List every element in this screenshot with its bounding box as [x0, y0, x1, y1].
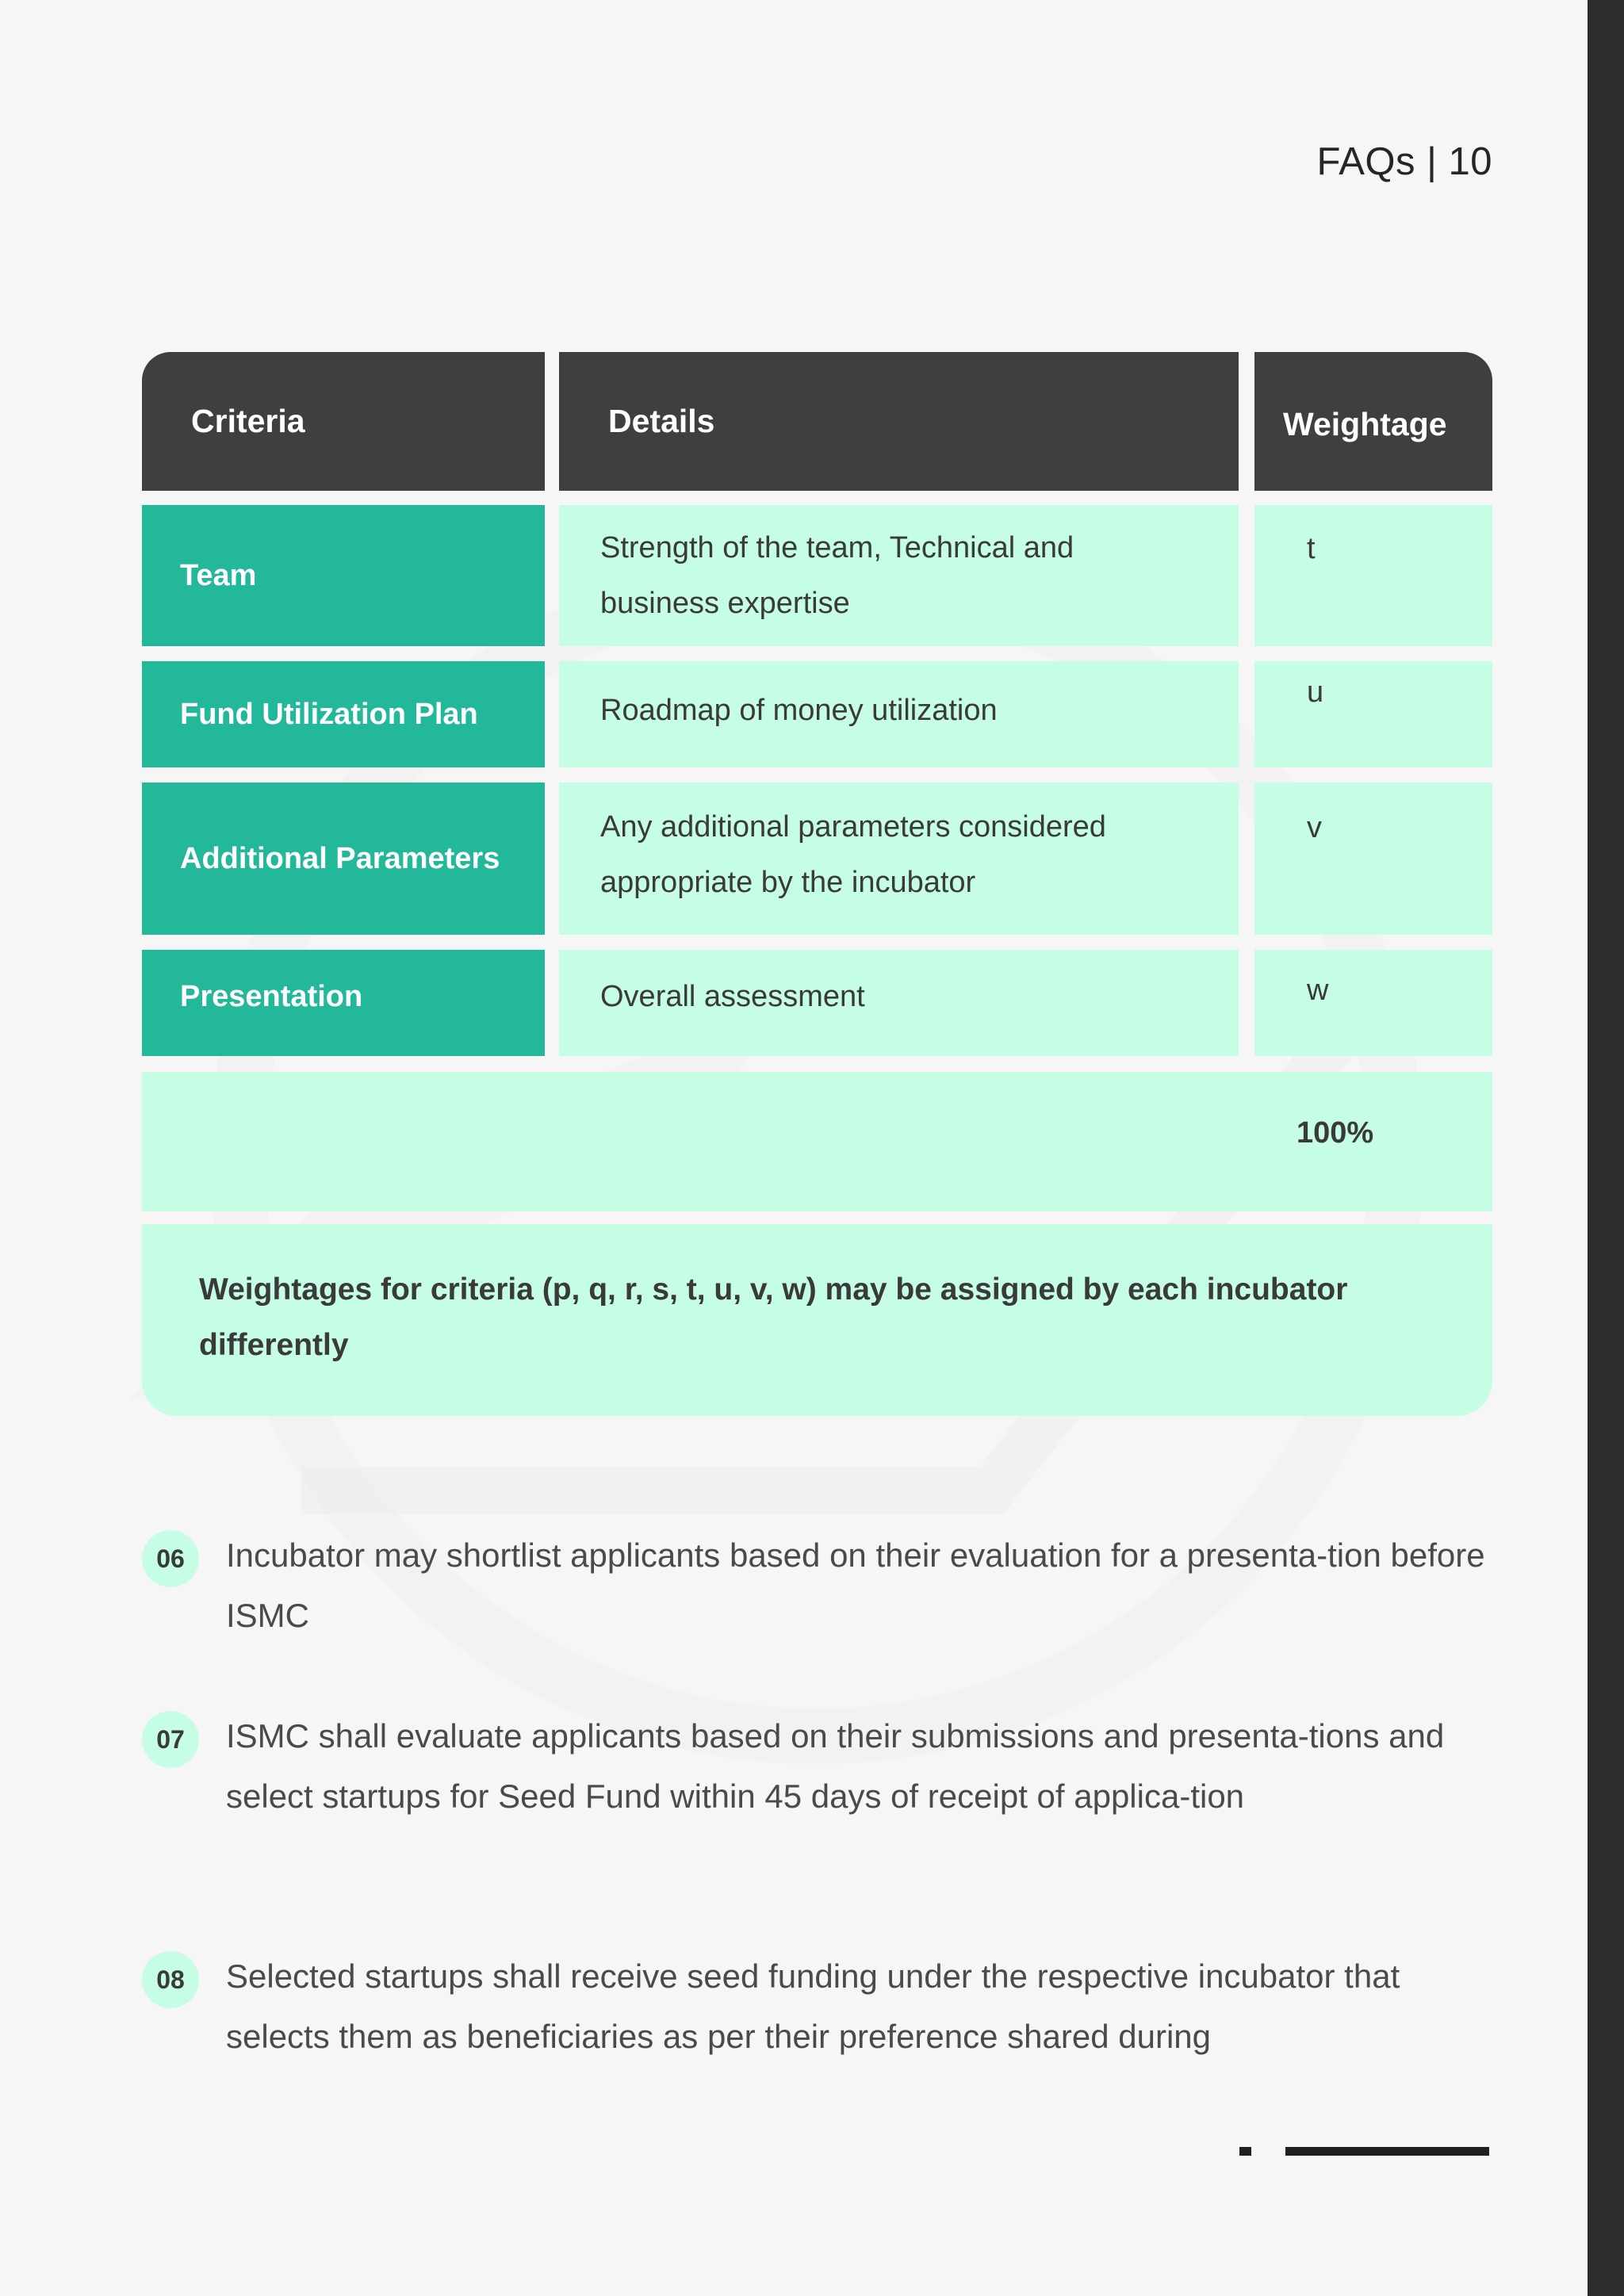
- weightage-value: w: [1307, 974, 1329, 1007]
- table-row-details: [559, 783, 1239, 935]
- details-text: Any additional parameters considered appropriate by the incubator: [600, 810, 1106, 899]
- table-note: [142, 1224, 1492, 1416]
- total-row: [142, 1072, 1492, 1211]
- criteria-label: Presentation: [180, 979, 363, 1013]
- header-weightage-label: Weightage: [1283, 406, 1447, 442]
- footer-dash-small: [1239, 2147, 1251, 2156]
- criteria-label: Team: [180, 558, 257, 592]
- faq-text: Incubator may shortlist applicants based on their evaluation for a presenta-tion before ISMC: [226, 1536, 1485, 1634]
- criteria-label: Additional Parameters: [180, 841, 500, 875]
- table-note-text: Weightages for criteria (p, q, r, s, t, u, v, w) may be assigned by each incubator differently: [199, 1272, 1348, 1362]
- faq-number-badge: 06: [142, 1530, 199, 1587]
- weightage-value: v: [1307, 811, 1322, 844]
- details-text: Strength of the team, Technical and business expertise: [600, 531, 1074, 620]
- page-number: FAQs | 10: [1316, 140, 1492, 183]
- header-criteria-label: Criteria: [191, 403, 305, 439]
- table-row-criteria: [142, 950, 545, 1056]
- table-row-criteria: [142, 661, 545, 767]
- table-row-details: [559, 950, 1239, 1056]
- weightage-value: t: [1307, 532, 1316, 565]
- total-weightage: 100%: [1297, 1116, 1374, 1150]
- weightage-value: u: [1307, 675, 1324, 709]
- table-row-criteria: [142, 783, 545, 935]
- table-row-weightage: [1254, 950, 1492, 1056]
- header-criteria: [142, 352, 545, 491]
- table-row-details: [559, 505, 1239, 646]
- faq-number-badge: 08: [142, 1951, 199, 2008]
- details-text: Overall assessment: [600, 980, 865, 1013]
- table-row-weightage: [1254, 783, 1492, 935]
- criteria-table: [142, 352, 1492, 1416]
- footer-dash-long: [1285, 2147, 1489, 2156]
- right-edge-bar: [1588, 0, 1624, 2296]
- details-text: Roadmap of money utilization: [600, 694, 998, 727]
- table-row-criteria: [142, 505, 545, 646]
- criteria-label: Fund Utilization Plan: [180, 697, 478, 731]
- faq-text: Selected startups shall receive seed funding under the respective incubator that selects them as beneficiaries as per their preference shared during: [226, 1957, 1400, 2055]
- header-details: [559, 352, 1239, 491]
- table-row-weightage: [1254, 661, 1492, 767]
- faq-text: ISMC shall evaluate applicants based on their submissions and presenta-tions and select startups for Seed Fund within 45 days of receipt of applica-tion: [226, 1717, 1445, 1815]
- table-row-weightage: [1254, 505, 1492, 646]
- table-row-details: [559, 661, 1239, 767]
- header-weightage: [1254, 352, 1492, 491]
- faq-number-badge: 07: [142, 1711, 199, 1768]
- header-details-label: Details: [608, 403, 715, 439]
